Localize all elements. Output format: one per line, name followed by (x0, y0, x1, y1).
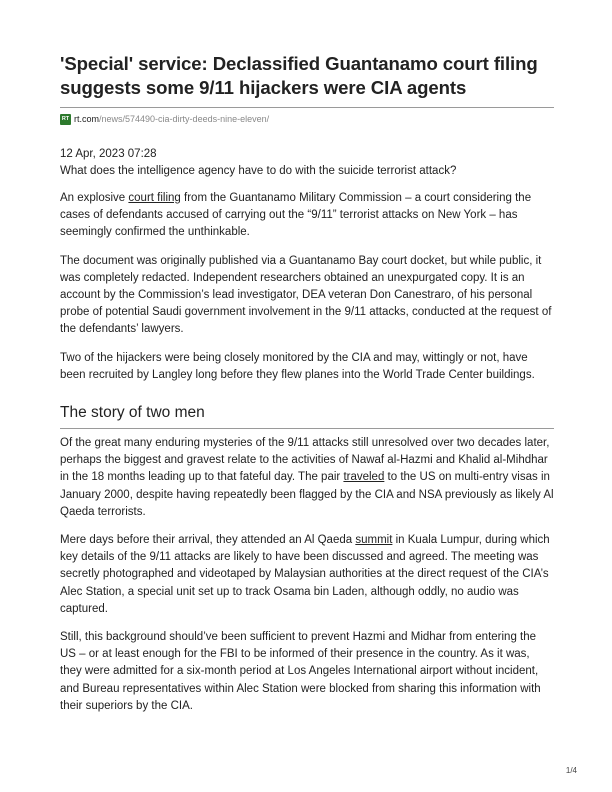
section-divider (60, 428, 554, 429)
paragraph-3: Two of the hijackers were being closely monitored by the CIA and may, wittingly or not, have been recruited by Langley long before they flew planes into the World Trade Center buildings. (60, 351, 535, 381)
paragraph-6: Still, this background should’ve been sufficient to prevent Hazmi and Midhar from entering the US – or at least enough for the FBI to be informed of their presence in the country. As it was, they were admitted for a six-month period at Los Angeles International airport without incident, and Bureau representatives within Alec Station were blocked from sharing this information with their superiors by the CIA. (60, 631, 541, 712)
paragraph-4-text-b: to the US on multi-entry visas in January 2000, despite having repeatedly been flagged by the CIA and NSA previously as likely Al Qaeda terrorists. (60, 471, 554, 518)
paragraph-1-text-a: An explosive (60, 192, 129, 204)
paragraph-4-text-a: Of the great many enduring mysteries of the 9/11 attacks still unresolved over two decades later, perhaps the biggest and gravest relate to the activities of Nawaf al-Hazmi and Khalid al-Mihdhar in the 18 months leading up to that fateful day. The pair (60, 437, 550, 484)
article-page (60, 52, 554, 715)
paragraph-1 (60, 190, 554, 242)
source-line[interactable] (60, 113, 554, 125)
rt-logo-icon: RT (60, 114, 71, 125)
page-number: 1/4 (565, 766, 577, 775)
article-date: 12 Apr, 2023 07:28 (60, 148, 157, 160)
paragraph-4 (60, 435, 554, 521)
source-path[interactable]: /news/574490-cia-dirty-deeds-nine-eleven/ (99, 114, 270, 124)
paragraph-5-text-a: Mere days before their arrival, they attended an Al Qaeda (60, 534, 356, 547)
paragraph-1-text-b: from the Guantanamo Military Commission – a court considering the cases of defendants accused of carrying out the “9/11” terrorist attacks on New York – has seemingly confirmed the unthinkable. (60, 192, 532, 239)
paragraph-5-text-b: in Kuala Lumpur, during which key details of the 9/11 attacks are likely to have been discussed and agreed. The meeting was secretly photographed and videotaped by Malaysian authorities at the direct request of the CIA’s Alec Station, a special unit set up to track Osama bin Laden, although oddly, no audio was captured. (60, 534, 550, 615)
summit-link[interactable]: summit (355, 534, 393, 547)
article-lead: What does the intelligence agency have to do with the suicide terrorist attack? (60, 165, 457, 177)
section-heading: The story of two men (60, 404, 205, 422)
traveled-link[interactable]: traveled (343, 471, 385, 484)
court-filing-link[interactable]: court filing (128, 192, 181, 204)
paragraph-2: The document was originally published via a Guantanamo Bay court docket, but while public, it was completely redacted. Independent researchers obtained an unexpurgated copy. It is an account by the Commission’s lead investigator, DEA veteran Don Canestraro, of his personal probe of potential Saudi government involvement in the 9/11 attacks, conducted at the request of the defendants’ lawyers. (60, 254, 552, 336)
title-divider (60, 107, 554, 108)
paragraph-5 (60, 532, 554, 618)
article-title: 'Special' service: Declassified Guantanamo court filing suggests some 9/11 hijackers were CIA agents (60, 53, 538, 98)
source-domain[interactable]: rt.com (74, 114, 100, 124)
